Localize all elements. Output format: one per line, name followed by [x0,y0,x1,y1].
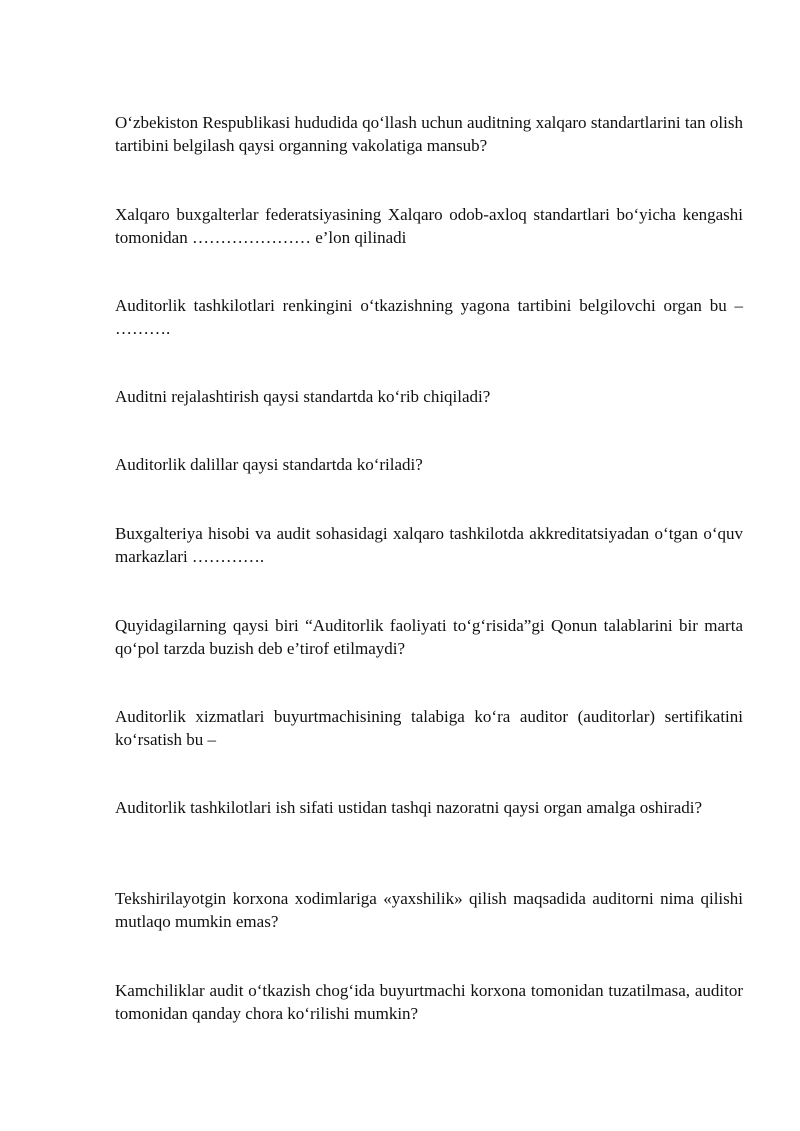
question-3: Auditorlik tashkilotlari renkingini o‘tkazishning yagona tartibini belgilovchi organ bu – ………. [115,296,743,338]
question-7: Quyidagilarning qaysi biri “Auditorlik faoliyati to‘g‘risida”gi Qonun talablarini bir marta qo‘pol tarzda buzish deb e’tirof etilmaydi? [115,616,743,658]
question-1: O‘zbekiston Respublikasi hududida qo‘llash uchun auditning xalqaro standartlarini tan olish tartibini belgilash qaysi organning vakolatiga mansub? [115,113,743,155]
question-6: Buxgalteriya hisobi va audit sohasidagi xalqaro tashkilotda akkreditatsiyadan o‘tgan o‘quv markazlari …………. [115,524,743,566]
question-10: Tekshirilayotgin korxona xodimlariga «yaxshilik» qilish maqsadida auditorni nima qilishi mutlaqo mumkin emas? [115,889,743,931]
question-4: Auditni rejalashtirish qaysi standartda ko‘rib chiqiladi? [115,387,491,406]
question-2: Xalqaro buxgalterlar federatsiyasining Xalqaro odob-axloq standartlari bo‘yicha kengashi tomonidan ………………… e’lon qilinadi [115,205,743,247]
question-8: Auditorlik xizmatlari buyurtmachisining talabiga ko‘ra auditor (auditorlar) sertifikatini ko‘rsatish bu – [115,707,743,749]
question-5: Auditorlik dalillar qaysi standartda ko‘riladi? [115,455,423,474]
question-11: Kamchiliklar audit o‘tkazish chog‘ida buyurtmachi korxona tomonidan tuzatilmasa, auditor tomonidan qanday chora ko‘rilishi mumkin? [115,981,743,1023]
question-9: Auditorlik tashkilotlari ish sifati ustidan tashqi nazoratni qaysi organ amalga oshiradi? [115,798,703,817]
